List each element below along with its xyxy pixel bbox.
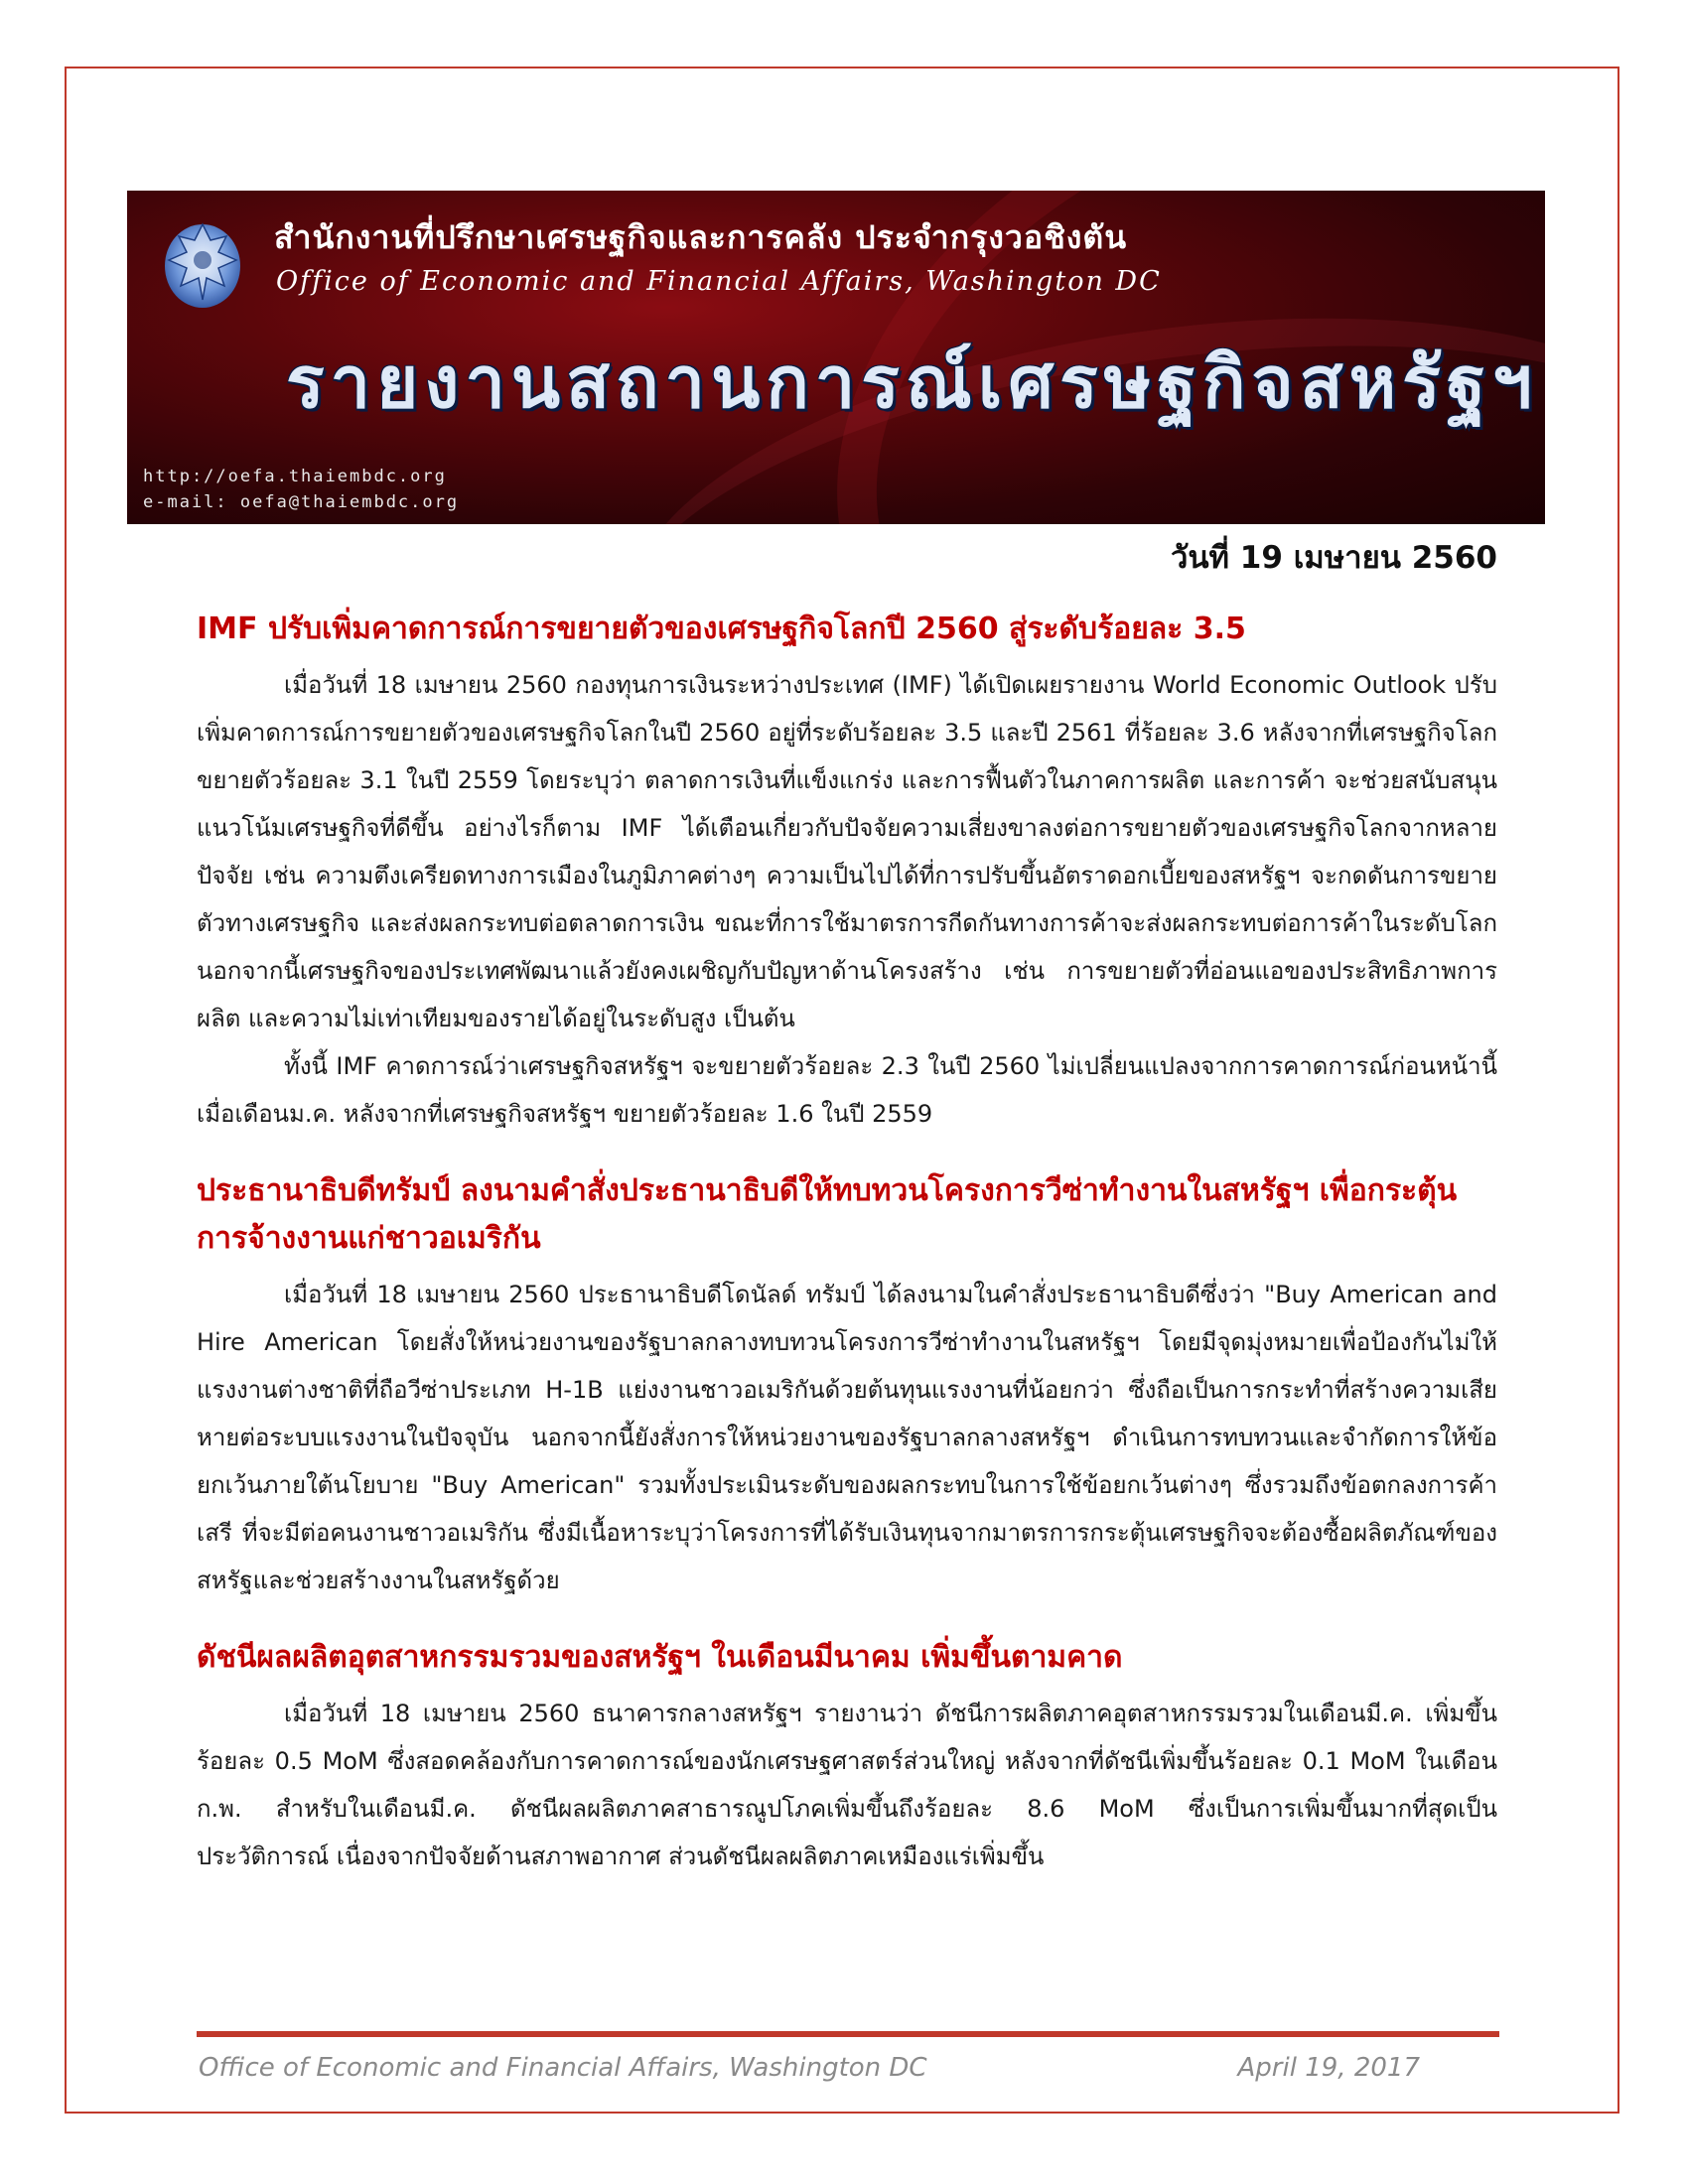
section-imf-forecast [197, 606, 1497, 1138]
report-title: รายงานสถานการณ์เศรษฐกิจสหรัฐฯ [286, 341, 1538, 424]
garuda-emblem-icon [161, 214, 244, 312]
paragraph: เมื่อวันที่ 18 เมษายน 2560 กองทุนการเงินระหว่างประเทศ (IMF) ได้เปิดเผยรายงาน World Economic Outlook ปรับเพิ่มคาดการณ์การขยายตัวของเศรษฐกิจโลกในปี 2560 อยู่ที่ระดับร้อยละ 3.5 และปี 2561 ที่ร้อยละ 3.6 หลังจากที่เศรษฐกิจโลกขยายตัวร้อยละ 3.1 ในปี 2559 โดยระบุว่า ตลาดการเงินที่แข็งแกร่ง และการฟื้นตัวในภาคการผลิต และการค้า จะช่วยสนับสนุนแนวโน้มเศรษฐกิจที่ดีขึ้น อย่างไรก็ตาม IMF ได้เตือนเกี่ยวกับปัจจัยความเสี่ยงขาลงต่อการขยายตัวของเศรษฐกิจโลกจากหลายปัจจัย เช่น ความตึงเครียดทางการเมืองในภูมิภาคต่างๆ ความเป็นไปได้ที่การปรับขึ้นอัตราดอกเบี้ยของสหรัฐฯ จะกดดันการขยายตัวทางเศรษฐกิจ และส่งผลกระทบต่อตลาดการเงิน ขณะที่การใช้มาตรการกีดกันทางการค้าจะส่งผลกระทบต่อการค้าในระดับโลก นอกจากนี้เศรษฐกิจของประเทศพัฒนาแล้วยังคงเผชิญกับปัญหาด้านโครงสร้าง เช่น การขยายตัวที่อ่อนแอของประสิทธิภาพการผลิต และความไม่เท่าเทียมของรายได้อยู่ในระดับสูง เป็นต้น [197, 671, 1497, 1032]
section-title: ประธานาธิบดีทรัมป์ ลงนามคำสั่งประธานาธิบดีให้ทบทวนโครงการวีซ่าทำงานในสหรัฐฯ เพื่อกระตุ้นการจ้างงานแก่ชาวอเมริกัน [197, 1173, 1458, 1256]
footer-office: Office of Economic and Financial Affairs, Washington DC [199, 2053, 927, 2083]
office-name-english: Office of Economic and Financial Affairs, Washington DC [276, 266, 1162, 297]
paragraph: เมื่อวันที่ 18 เมษายน 2560 ธนาคารกลางสหรัฐฯ รายงานว่า ดัชนีการผลิตภาคอุตสาหกรรมรวมในเดือนมี.ค. เพิ่มขึ้นร้อยละ 0.5 MoM ซึ่งสอดคล้องกับการคาดการณ์ของนักเศรษฐศาสตร์ส่วนใหญ่ หลังจากที่ดัชนีเพิ่มขึ้นร้อยละ 0.1 MoM ในเดือนก.พ. สำหรับในเดือนมี.ค. ดัชนีผลผลิตภาคสาธารณูปโภคเพิ่มขึ้นถึงร้อยละ 8.6 MoM ซึ่งเป็นการเพิ่มขึ้นมากที่สุดเป็นประวัติการณ์ เนื่องจากปัจจัยด้านสภาพอากาศ ส่วนดัชนีผลผลิตภาคเหมืองแร่เพิ่มขึ้น [197, 1700, 1497, 1870]
footer-date: April 19, 2017 [1237, 2053, 1420, 2083]
paragraph: เมื่อวันที่ 18 เมษายน 2560 ประธานาธิบดีโดนัลด์ ทรัมป์ ได้ลงนามในคำสั่งประธานาธิบดีซึ่งว่า "Buy American and Hire American โดยสั่งให้หน่วยงานของรัฐบาลกลางทบทวนโครงการวีซ่าทำงานในสหรัฐฯ โดยมีจุดมุ่งหมายเพื่อป้องกันไม่ให้แรงงานต่างชาติที่ถือวีซ่าประเภท H-1B แย่งงานชาวอเมริกันด้วยต้นทุนแรงงานที่น้อยกว่า ซึ่งถือเป็นการกระทำที่สร้างความเสียหายต่อระบบแรงงานในปัจจุบัน นอกจากนี้ยังสั่งการให้หน่วยงานของรัฐบาลกลางสหรัฐฯ ดำเนินการทบทวนและจำกัดการให้ข้อยกเว้นภายใต้นโยบาย "Buy American" รวมทั้งประเมินระดับของผลกระทบในการใช้ข้อยกเว้นต่างๆ ซึ่งรวมถึงข้อตกลงการค้าเสรี ที่จะมีต่อคนงานชาวอเมริกัน ซึ่งมีเนื้อหาระบุว่าโครงการที่ได้รับเงินทุนจากมาตรการกระตุ้นเศรษฐกิจจะต้องซื้อผลิตภัณฑ์ของสหรัฐและช่วยสร้างงานในสหรัฐด้วย [197, 1281, 1497, 1594]
office-name-thai: สำนักงานที่ปรึกษาเศรษฐกิจและการคลัง ประจำกรุงวอชิงตัน [274, 218, 1128, 256]
header-banner [127, 191, 1545, 524]
section-title: ดัชนีผลผลิตอุตสาหกรรมรวมของสหรัฐฯ ในเดือนมีนาคม เพิ่มขึ้นตามคาด [197, 1640, 1123, 1675]
section-industrial-production [197, 1634, 1497, 1880]
article-body [197, 606, 1497, 1910]
paragraph: ทั้งนี้ IMF คาดการณ์ว่าเศรษฐกิจสหรัฐฯ จะขยายตัวร้อยละ 2.3 ในปี 2560 ไม่เปลี่ยนแปลงจากการคาดการณ์ก่อนหน้านี้เมื่อเดือนม.ค. หลังจากที่เศรษฐกิจสหรัฐฯ ขยายตัวร้อยละ 1.6 ในปี 2559 [197, 1052, 1497, 1128]
footer-divider [197, 2031, 1499, 2037]
section-visa-order [197, 1167, 1497, 1604]
website-link[interactable]: http://oefa.thaiembdc.org [143, 467, 447, 486]
report-date: วันที่ 19 เมษายน 2560 [1170, 540, 1497, 576]
email-address[interactable]: e-mail: oefa@thaiembdc.org [143, 492, 460, 512]
section-title: IMF ปรับเพิ่มคาดการณ์การขยายตัวของเศรษฐกิจโลกปี 2560 สู่ระดับร้อยละ 3.5 [197, 612, 1246, 646]
